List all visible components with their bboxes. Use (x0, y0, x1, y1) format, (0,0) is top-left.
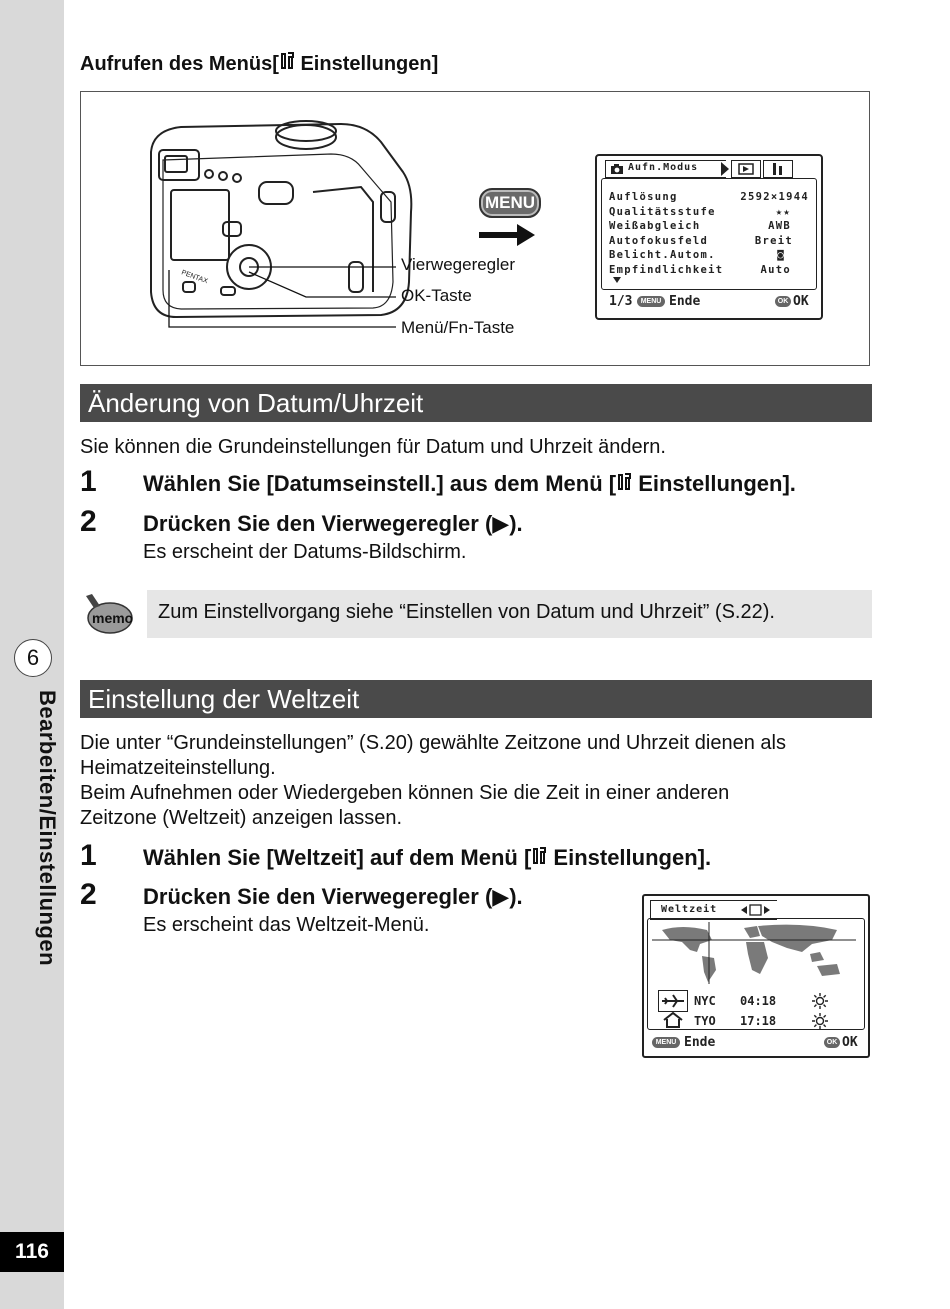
memo-icon-label: memo (92, 610, 134, 626)
playback-icon (732, 161, 760, 177)
menu-row (609, 205, 809, 220)
airplane-icon (658, 990, 688, 1012)
menu-row-label: Weißabgleich (609, 220, 701, 233)
chapter-title: Bearbeiten/Einstellungen (35, 690, 60, 967)
ok-label: OK (842, 1035, 858, 1050)
menu-row-value: Breit (754, 234, 793, 247)
step-result: Es erscheint der Datums-Bildschirm. (143, 541, 467, 563)
world-time-title: Weltzeit (661, 904, 718, 915)
memo-icon (80, 592, 134, 636)
world-map-image (652, 922, 856, 984)
section2-paragraph-1 (80, 731, 870, 831)
menu-badge: MENU (652, 1037, 680, 1048)
home-city: TYO (694, 1014, 716, 1028)
tab-pointer-icon (721, 162, 729, 176)
paragraph-line: Beim Aufnehmen oder Wiedergeben können Sie die Zeit in einer anderen (80, 782, 730, 804)
menu-row-value: 2592×1944 (740, 191, 809, 203)
step-number: 2 (80, 505, 97, 538)
heading-suffix: Einstellungen] (294, 53, 439, 75)
menu-rows (609, 190, 809, 278)
ok-badge: OK (775, 296, 791, 307)
menu-button-label: MENU (484, 193, 536, 212)
menu-badge: MENU (637, 296, 665, 307)
world-time-toggle-icon (741, 904, 777, 917)
step-result: Es erscheint das Weltzeit-Menü. (143, 914, 430, 936)
ok-badge: OK (824, 1037, 840, 1048)
tab-settings (763, 160, 793, 178)
home-time: 17:18 (740, 1014, 777, 1028)
ok-label: OK (793, 294, 809, 309)
wrench-icon (764, 161, 792, 177)
world-time-tab (650, 900, 777, 920)
step-number: 1 (80, 839, 97, 872)
step-instruction: Drücken Sie den Vierwegeregler (▶). (143, 884, 523, 909)
wrench-icon (279, 52, 295, 76)
menu-row-label: Belicht.Autom. (609, 249, 716, 262)
menu-button-graphic (479, 188, 541, 218)
menu-row (609, 234, 809, 249)
menu-row (609, 248, 809, 263)
heading-prefix: Aufrufen des Menüs[ (80, 53, 279, 75)
step-text-suffix: Einstellungen]. (632, 471, 796, 496)
section1-intro: Sie können die Grundeinstellungen für Datum und Uhrzeit ändern. (80, 436, 666, 458)
step-text-prefix: Wählen Sie [Weltzeit] auf dem Menü [ (143, 845, 532, 870)
menu-row-value: AWB (768, 220, 791, 233)
tab-playback (731, 160, 761, 178)
page-indicator: 1/3 (609, 294, 633, 309)
step-instruction (143, 845, 711, 871)
step-text-suffix: Einstellungen]. (547, 845, 712, 870)
sun-icon (812, 993, 828, 1014)
section-title-date-time: Änderung von Datum/Uhrzeit (80, 384, 872, 422)
menu-row (609, 263, 809, 278)
menu-screen (595, 154, 823, 320)
menu-row-label: Auflösung (609, 191, 678, 203)
menu-row (609, 219, 809, 234)
home-icon (662, 1012, 684, 1033)
callout-ok-button: OK-Taste (401, 286, 472, 305)
right-arrow-icon (477, 222, 539, 248)
step-text-prefix: Wählen Sie [Datumseinstell.] aus dem Menü [ (143, 471, 617, 496)
menu-row-value: Auto (760, 263, 791, 276)
paragraph-line: Heimatzeiteinstellung. (80, 757, 276, 779)
illustration-box (80, 91, 870, 366)
chapter-number-badge: 6 (14, 639, 52, 677)
exit-label: Ende (684, 1035, 716, 1050)
memo-text: Zum Einstellvorgang siehe “Einstellen von Datum und Uhrzeit” (S.22). (158, 601, 775, 623)
wrench-icon (616, 471, 632, 497)
sun-icon (812, 1013, 828, 1034)
tab-record-mode (605, 160, 726, 178)
destination-time: 04:18 (740, 994, 777, 1008)
callout-menu-fn-button: Menü/Fn-Taste (401, 318, 515, 337)
step-number: 2 (80, 878, 97, 911)
step-instruction (143, 471, 796, 497)
menu-row-label: Autofokusfeld (609, 234, 709, 247)
menu-row-value: ★★ (775, 205, 791, 218)
step-number: 1 (80, 465, 97, 498)
camera-brand-label: PENTAX (180, 269, 209, 286)
paragraph-line: Die unter “Grundeinstellungen” (S.20) gewählte Zeitzone und Uhrzeit dienen als (80, 732, 786, 754)
menu-row-label: Empfindlichkeit (609, 263, 724, 276)
step-instruction: Drücken Sie den Vierwegeregler (▶). (143, 511, 523, 536)
paragraph-line: Zeitzone (Weltzeit) anzeigen lassen. (80, 807, 403, 829)
metering-icon: ◙ (777, 249, 785, 262)
wrench-icon (531, 845, 547, 871)
section-title-world-time: Einstellung der Weltzeit (80, 680, 872, 718)
callout-four-way-controller: Vierwegeregler (401, 255, 516, 274)
destination-city: NYC (694, 994, 716, 1008)
menu-row-label: Qualitätsstufe (609, 205, 716, 218)
page-number: 116 (15, 1240, 49, 1263)
tab-record-mode-label: Aufn.Modus (628, 162, 699, 173)
menu-access-heading (80, 52, 438, 76)
menu-row (609, 190, 809, 205)
exit-label: Ende (669, 294, 701, 309)
scroll-down-icon (613, 277, 621, 284)
world-time-screen (642, 894, 870, 1058)
